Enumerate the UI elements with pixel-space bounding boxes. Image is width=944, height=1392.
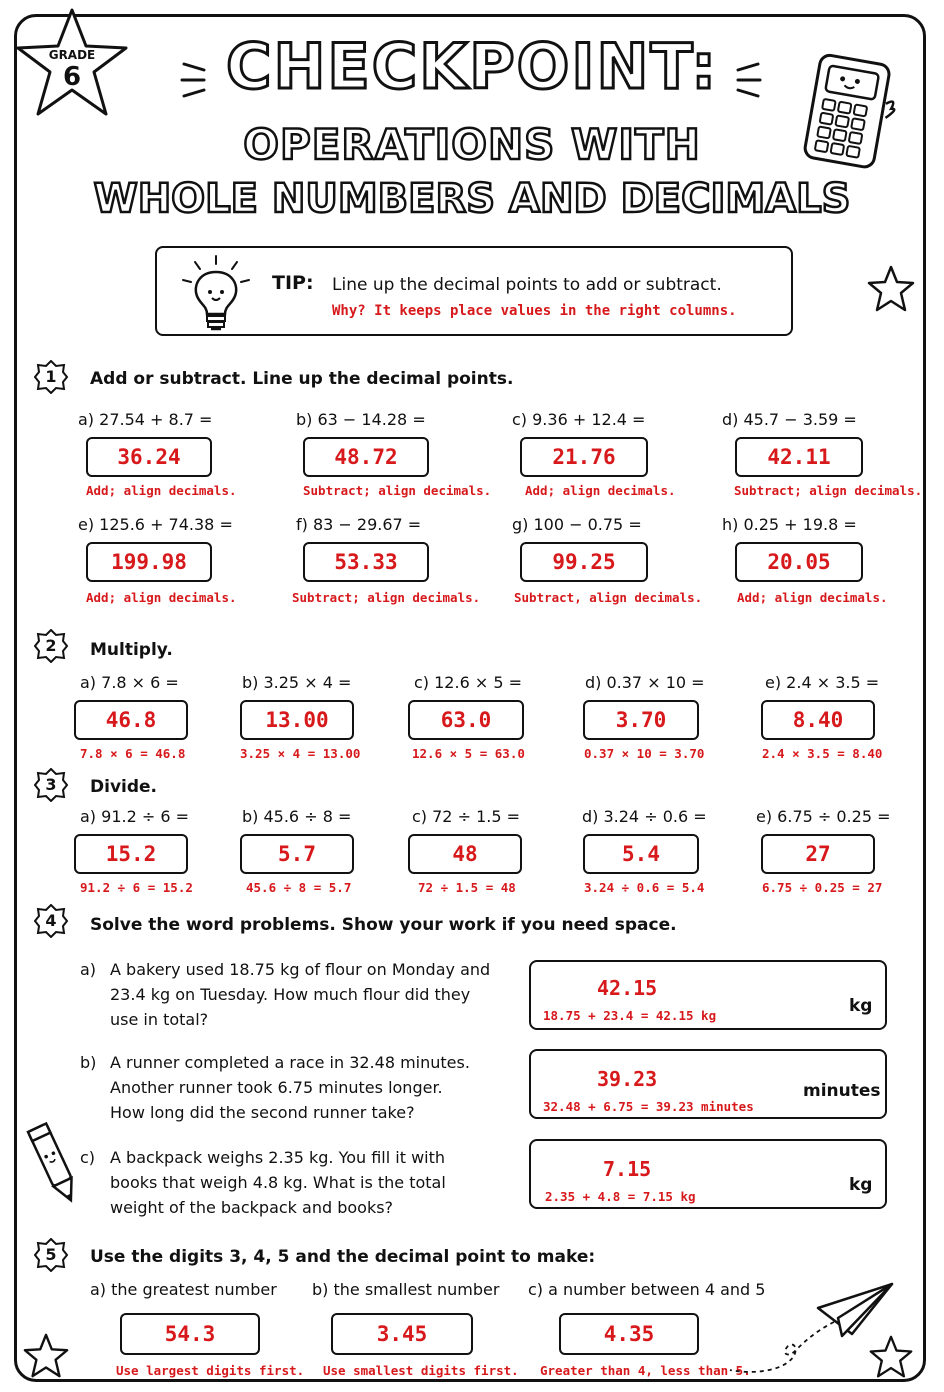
section-5-number-wrap [34,1238,68,1272]
wp-b-line2: Another runner took 6.75 minutes longer. [110,1078,443,1097]
s3-answer-c[interactable]: 48 [408,834,522,874]
s3-answer-b[interactable]: 5.7 [240,834,354,874]
s2-question-d: d) 0.37 × 10 = [585,673,705,692]
section-4-title: Solve the word problems. Show your work if you need space. [90,915,677,935]
s1-answer-a[interactable]: 36.24 [86,437,212,477]
s5-question-c: c) a number between 4 and 5 [528,1280,766,1299]
section-1-number-wrap [34,360,68,394]
wp-c-answer-box[interactable] [529,1139,887,1209]
sparkle-icon [732,56,762,106]
s1-question-d: d) 45.7 − 3.59 = [722,410,857,429]
s3-note-a: 91.2 ÷ 6 = 15.2 [80,880,193,895]
s3-answer-e[interactable]: 27 [761,834,875,874]
tip-why: Why? It keeps place values in the right columns. [332,303,737,319]
s1-answer-g[interactable]: 99.25 [520,542,648,582]
s3-note-e: 6.75 ÷ 0.25 = 27 [762,880,883,895]
section-5-title: Use the digits 3, 4, 5 and the decimal point to make: [90,1247,596,1267]
s3-note-c: 72 ÷ 1.5 = 48 [418,880,516,895]
wp-a-line1: A bakery used 18.75 kg of flour on Monday and [110,960,491,979]
s1-note-b: Subtract; align decimals. [303,483,492,498]
s2-answer-c[interactable]: 63.0 [408,700,524,740]
s5-question-b: b) the smallest number [312,1280,500,1299]
star-icon [22,1332,70,1380]
wp-b-text [110,1050,470,1125]
star-icon [868,1334,914,1380]
s1-note-g: Subtract, align decimals. [514,590,703,605]
star-icon [866,264,916,314]
s5-answer-a[interactable]: 54.3 [120,1313,260,1355]
s5-note-b: Use smallest digits first. [323,1363,519,1378]
s1-question-f: f) 83 − 29.67 = [296,515,422,534]
wp-a-answer: 42.15 [597,976,658,1000]
wp-c-line1: A backpack weighs 2.35 kg. You fill it with [110,1148,446,1167]
wp-a-answer-box[interactable] [529,960,887,1030]
s1-note-h: Add; align decimals. [737,590,888,605]
tip-box [155,246,793,336]
s1-question-e: e) 125.6 + 74.38 = [78,515,233,534]
lightbulb-icon [175,252,257,336]
s3-question-c: c) 72 ÷ 1.5 = [412,807,520,826]
s2-answer-a[interactable]: 46.8 [74,700,188,740]
s1-note-a: Add; align decimals. [86,483,237,498]
s2-answer-d[interactable]: 3.70 [583,700,699,740]
page-title: CHECKPOINT: [225,30,719,103]
section-5-number: 5 [45,1245,57,1264]
sparkle-icon [180,56,210,106]
wp-a-text [110,957,490,1032]
wp-c-letter: c) [80,1148,96,1167]
s1-answer-c[interactable]: 21.76 [520,437,648,477]
s1-answer-h[interactable]: 20.05 [735,542,863,582]
section-2-number-wrap [34,629,68,663]
wp-c-answer: 7.15 [603,1157,652,1181]
s3-answer-a[interactable]: 15.2 [74,834,188,874]
wp-b-line3: How long did the second runner take? [110,1103,415,1122]
s1-question-c: c) 9.36 + 12.4 = [512,410,646,429]
section-4-number: 4 [45,911,57,930]
s3-note-d: 3.24 ÷ 0.6 = 5.4 [584,880,705,895]
s2-note-d: 0.37 × 10 = 3.70 [584,746,705,761]
wp-a-letter: a) [80,960,97,979]
s1-note-f: Subtract; align decimals. [292,590,481,605]
s2-note-e: 2.4 × 3.5 = 8.40 [762,746,883,761]
page-subtitle-1: OPERATIONS WITH [243,120,701,169]
s2-question-c: c) 12.6 × 5 = [414,673,522,692]
s5-question-a: a) the greatest number [90,1280,277,1299]
section-1-number: 1 [45,367,57,386]
s1-question-g: g) 100 − 0.75 = [512,515,642,534]
section-3-number: 3 [45,775,57,794]
s1-note-d: Subtract; align decimals. [734,483,923,498]
calculator-icon [790,50,914,174]
s2-question-b: b) 3.25 × 4 = [242,673,352,692]
section-3-number-wrap [34,768,68,802]
tip-label: TIP: [272,272,314,294]
section-2-number: 2 [45,636,57,655]
s1-answer-b[interactable]: 48.72 [303,437,429,477]
s5-note-c: Greater than 4, less than 5. [540,1363,751,1378]
section-1-title: Add or subtract. Line up the decimal points. [90,369,514,389]
s3-question-b: b) 45.6 ÷ 8 = [242,807,352,826]
s1-note-e: Add; align decimals. [86,590,237,605]
wp-c-text [110,1145,446,1220]
wp-b-work: 32.48 + 6.75 = 39.23 minutes [543,1099,754,1114]
wp-c-unit: kg [849,1175,873,1195]
wp-a-line3: use in total? [110,1010,209,1029]
tip-text: Line up the decimal points to add or subtract. [332,275,722,295]
s2-answer-b[interactable]: 13.00 [240,700,354,740]
s3-question-d: d) 3.24 ÷ 0.6 = [582,807,707,826]
wp-c-work: 2.35 + 4.8 = 7.15 kg [545,1189,696,1204]
s3-question-a: a) 91.2 ÷ 6 = [80,807,190,826]
s1-note-c: Add; align decimals. [525,483,676,498]
s2-question-e: e) 2.4 × 3.5 = [765,673,880,692]
grade-label: GRADE [48,48,96,62]
wp-a-unit: kg [849,996,873,1016]
wp-b-unit: minutes [803,1081,881,1101]
s1-question-a: a) 27.54 + 8.7 = [78,410,213,429]
s2-note-c: 12.6 × 5 = 63.0 [412,746,525,761]
section-4-number-wrap [34,904,68,938]
s2-question-a: a) 7.8 × 6 = [80,673,179,692]
pencil-icon [24,1118,84,1210]
s2-note-b: 3.25 × 4 = 13.00 [240,746,361,761]
s2-answer-e[interactable]: 8.40 [761,700,875,740]
page-subtitle-2: WHOLE NUMBERS AND DECIMALS [93,176,851,222]
s3-note-b: 45.6 ÷ 8 = 5.7 [246,880,352,895]
wp-b-line1: A runner completed a race in 32.48 minutes. [110,1053,470,1072]
wp-a-work: 18.75 + 23.4 = 42.15 kg [543,1008,717,1023]
s1-answer-e[interactable]: 199.98 [86,542,212,582]
wp-b-letter: b) [80,1053,97,1072]
s5-answer-b[interactable]: 3.45 [331,1313,473,1355]
wp-b-answer-box[interactable] [529,1049,887,1119]
s1-question-b: b) 63 − 14.28 = [296,410,426,429]
s1-answer-f[interactable]: 53.33 [303,542,429,582]
s5-answer-c[interactable]: 4.35 [559,1313,699,1355]
grade-number: 6 [62,62,82,92]
section-3-title: Divide. [90,777,158,797]
wp-b-answer: 39.23 [597,1067,658,1091]
s1-question-h: h) 0.25 + 19.8 = [722,515,857,534]
s3-answer-d[interactable]: 5.4 [583,834,699,874]
s5-note-a: Use largest digits first. [116,1363,305,1378]
wp-a-line2: 23.4 kg on Tuesday. How much flour did they [110,985,471,1004]
wp-c-line2: books that weigh 4.8 kg. What is the total [110,1173,446,1192]
wp-c-line3: weight of the backpack and books? [110,1198,394,1217]
s3-question-e: e) 6.75 ÷ 0.25 = [756,807,891,826]
s1-answer-d[interactable]: 42.11 [735,437,863,477]
s2-note-a: 7.8 × 6 = 46.8 [80,746,186,761]
section-2-title: Multiply. [90,640,173,660]
